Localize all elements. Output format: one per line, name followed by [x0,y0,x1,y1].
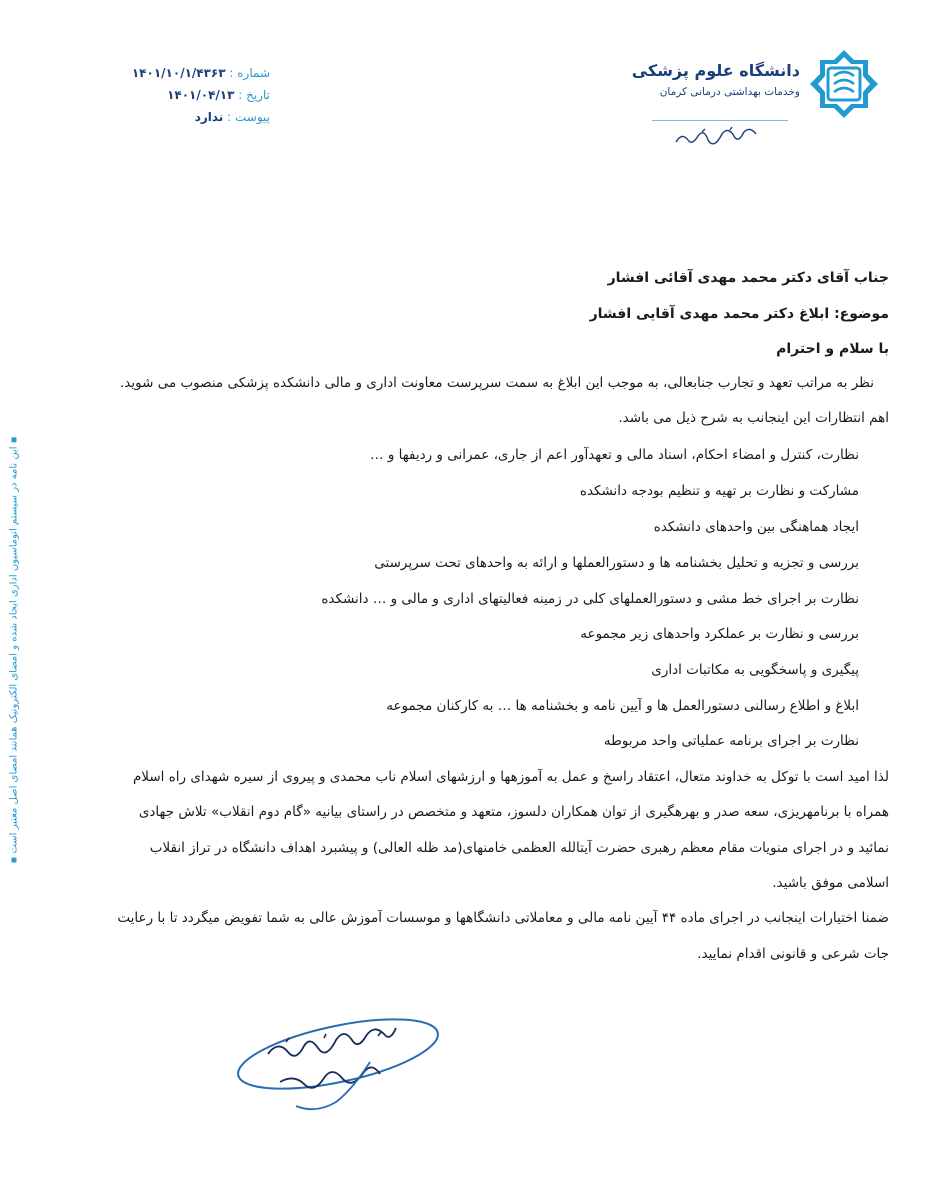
university-subtitle: وخدمات بهداشتی درمانی کرمان [659,86,800,98]
letterhead-divider [652,120,788,121]
intro-paragraph: نظر به مراتب تعهد و تجارب جنابعالی، به موجب این ابلاغ به سمت سرپرست معاونت اداری و مالی دانشکده پزشکی منصوب می شوید. [119,375,874,391]
expectation-item: ایجاد هماهنگی بین واحدهای دانشکده [653,519,859,535]
recipient-line: جناب آقای دکتر محمد مهدی آقائی افشار [607,270,889,286]
university-name: دانشگاه علوم پزشکی [631,61,800,80]
closing-paragraph-line: لذا امید است با توکل به خداوند متعال، اعتقاد راسخ و عمل به آموزهها و ارزشهای اسلام ناب محمدی و پیروی از سیره شهدای راه اسلام [132,769,889,785]
greeting-line: با سلام و احترام [776,341,889,357]
meta-value: ۱۴۰۱/۰۴/۱۳ [167,88,235,102]
authority-paragraph-line: جات شرعی و قانونی اقدام نمایید. [697,946,889,962]
meta-value: ندارد [194,110,224,124]
expectation-item: ابلاغ و اطلاع رسالنی دستورالعمل ها و آیین نامه و بخشنامه ها … به کارکنان مجموعه [386,698,859,714]
letterhead-logo-block [631,48,890,153]
meta-label: شماره : [229,66,270,80]
expectation-item: مشارکت و نظارت بر تهیه و تنظیم بودجه دانشکده [579,483,859,499]
expectation-item: نظارت بر اجرای برنامه عملیاتی واحد مربوطه [603,733,859,749]
subject-line: موضوع: ابلاغ دکتر محمد مهدی آقایی افشار [589,306,889,322]
expectation-item: بررسی و نظارت بر عملکرد واحدهای زیر مجموعه [580,626,859,642]
side-note-text: ▪ این نامه در سیستم اتوماسیون اداری ایجاد شده و امضای الکترونیک همانند امضای اصل معتبر است ▪ [8,436,20,864]
authority-paragraph-line: ضمنا اختیارات اینجانب در اجرای ماده ۴۴ آیین نامه مالی و معاملاتی دانشگاهها و موسسات آموزش عالی به شما تفویض میگردد تا با رعایت [117,910,889,926]
handwritten-signature [228,1010,448,1120]
expectation-item: نظارت، کنترل و امضاء احکام، اسناد مالی و تعهدآور اعم از جاری، عمرانی و ردیفها و … [370,447,859,463]
expectation-item: بررسی و تجزیه و تحلیل بخشنامه ها و دستورالعملها و ارائه به واحدهای تحت سرپرستی [374,555,859,571]
expectation-item: پیگیری و پاسخگویی به مکاتبات اداری [651,662,859,678]
meta-label: تاریخ : [238,88,270,102]
electronic-signature-note [4,400,24,900]
meta-attachment [100,110,270,132]
closing-paragraph-line: اسلامی موفق باشید. [772,875,889,891]
letter-metadata [100,66,270,132]
closing-paragraph-line: همراه با برنامهریزی، سعه صدر و بهرهگیری از توان همکاران دلسوز، متعهد و متخصص در راستای بیانیه «گام دوم انقلاب» تلاش جهادی [138,804,889,820]
expectation-item: نظارت بر اجرای خط مشی و دستورالعملهای کلی در زمینه فعالیتهای اداری و مالی و … دانشکده [321,591,859,607]
meta-value: ۱۴۰۱/۱۰/۱/۴۳۶۳ [131,66,226,80]
office-signature-script [658,124,788,154]
meta-date [100,88,270,110]
meta-label: پیوست : [227,110,270,124]
intro-expectations: اهم انتظارات این اینجانب به شرح ذیل می باشد. [618,410,889,426]
meta-number [100,66,270,88]
closing-paragraph-line: نمائید و در اجرای منویات مقام معظم رهبری حضرت آیتالله العظمی خامنهای(مد ظله العالی) و پیشبرد اهداف دانشگاه در تراز انقلاب [149,840,889,856]
kerman-university-emblem-icon [808,48,880,120]
